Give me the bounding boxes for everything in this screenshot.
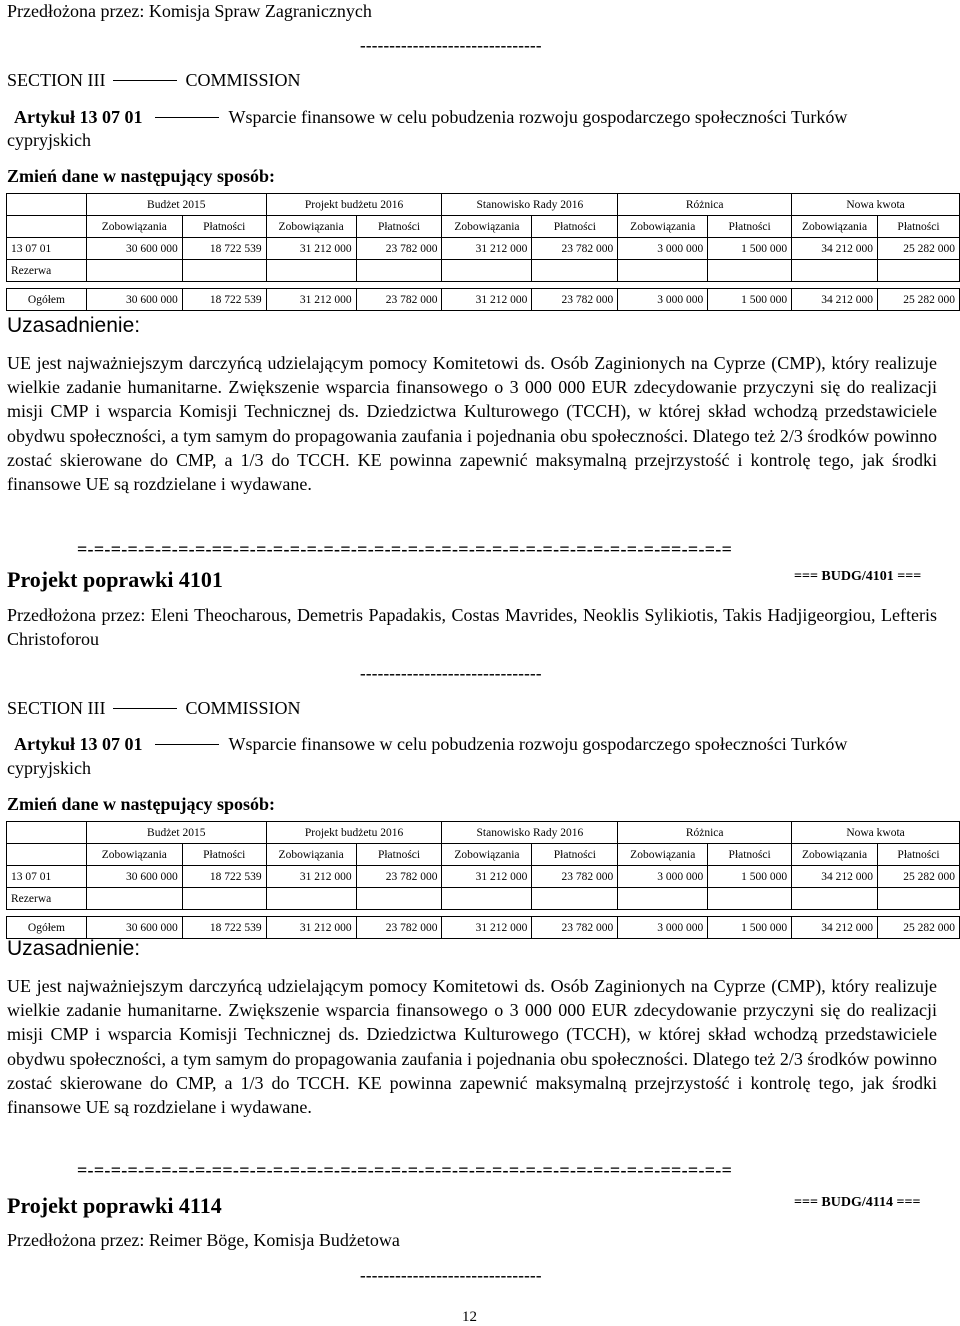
change-label: Zmień dane w następujący sposób:: [7, 166, 276, 186]
sub-header: Płatności: [708, 216, 792, 238]
sub-header: Płatności: [182, 844, 266, 866]
group-header: Budżet 2015: [86, 822, 266, 844]
table-cell: 31 212 000: [266, 238, 356, 260]
table-cell: 3 000 000: [618, 238, 708, 260]
table-cell: 25 282 000: [878, 866, 960, 888]
table-cell: 1 500 000: [708, 289, 792, 311]
submitted-by: Przedłożona przez: Komisja Spraw Zagranicznych: [7, 1, 372, 21]
row-label: Rezerwa: [7, 888, 87, 910]
table-cell: 23 782 000: [356, 917, 442, 939]
table-cell: 30 600 000: [86, 917, 182, 939]
section-heading: [7, 697, 301, 719]
em-dash: [113, 80, 177, 81]
table-cell: 1 500 000: [708, 238, 792, 260]
group-header: Stanowisko Rady 2016: [442, 822, 618, 844]
table-cell: 34 212 000: [792, 238, 878, 260]
group-header: Stanowisko Rady 2016: [442, 194, 618, 216]
sub-header: Zobowiązania: [618, 844, 708, 866]
separator-dashes: -------------------------------: [360, 36, 542, 55]
article-title: Wsparcie finansowe w celu pobudzenia rozwoju gospodarczego społeczności Turków: [228, 734, 848, 754]
table-cell: 23 782 000: [532, 917, 618, 939]
row-label: 13 07 01: [7, 238, 87, 260]
table-sub-header: [7, 216, 960, 238]
article-heading: [14, 106, 847, 128]
change-label: Zmień dane w następujący sposób:: [7, 794, 276, 814]
table-cell: 31 212 000: [442, 917, 532, 939]
em-dash: [113, 708, 177, 709]
table-cell: 23 782 000: [532, 238, 618, 260]
table-cell: 18 722 539: [182, 917, 266, 939]
sub-header: Zobowiązania: [266, 844, 356, 866]
table-cell: 23 782 000: [356, 866, 442, 888]
article-title-cont: cypryjskich: [7, 758, 91, 778]
header-blank: [7, 194, 87, 216]
amendment-title: Projekt poprawki 4114: [7, 1193, 222, 1218]
amendment-code: === BUDG/4114 ===: [794, 1195, 921, 1210]
amendment-title: Projekt poprawki 4101: [7, 567, 223, 592]
justification-text: UE jest najważniejszym darczyńcą udzielającym pomocy Komitetowi ds. Osób Zaginionych na Cyprze (CMP), który realizuje wielkie zadanie humanitarne. Zwiększenie wsparcia finansowego o 3 000 000 EUR zdecydowanie przyczyni się do realizacji misji CMP i wsparcia Komisji Technicznej ds. Dziedzictwa Kulturowego (TCCH), w której skład wchodzą przedstawiciele obydwu społeczności, a tym samym do propagowania zaufania i pojednania obu społeczności. Dlatego też 2/3 środków powinno zostać skierowane do CMP, a 1/3 do TCCH. KE powinna zapewnić maksymalną przejrzystość i kontrolę tego, jak środki finansowe UE są rozdzielane i wydawane.: [7, 353, 937, 495]
table-row-reserve: [7, 888, 960, 910]
sub-header: Zobowiązania: [442, 216, 532, 238]
sub-header: Płatności: [878, 216, 960, 238]
article-number: Artykuł 13 07 01: [14, 734, 143, 754]
separator-dashes: -------------------------------: [360, 664, 542, 683]
table-cell: 31 212 000: [442, 866, 532, 888]
sub-header: Płatności: [356, 844, 442, 866]
sub-header: Płatności: [356, 216, 442, 238]
table-cell: 3 000 000: [618, 917, 708, 939]
section-name: COMMISSION: [185, 70, 301, 90]
sub-header: Płatności: [532, 844, 618, 866]
table-cell: 34 212 000: [792, 866, 878, 888]
table-cell: 1 500 000: [708, 917, 792, 939]
justification-text: UE jest najważniejszym darczyńcą udzielającym pomocy Komitetowi ds. Osób Zaginionych na Cyprze (CMP), który realizuje wielkie zadanie humanitarne. Zwiększenie wsparcia finansowego o 3 000 000 EUR zdecydowanie przyczyni się do realizacji misji CMP i wsparcia Komisji Technicznej ds. Dziedzictwa Kulturowego (TCCH), w której skład wchodzą przedstawiciele obydwu społeczności, a tym samym do propagowania zaufania i pojednania obu społeczności. Dlatego też 2/3 środków powinno zostać skierowane do CMP, a 1/3 do TCCH. KE powinna zapewnić maksymalną przejrzystość i kontrolę tego, jak środki finansowe UE są rozdzielane i wydawane.: [7, 976, 937, 1118]
table-cell: 3 000 000: [618, 289, 708, 311]
amendment-code: === BUDG/4101 ===: [794, 569, 922, 584]
section-heading: [7, 69, 301, 91]
row-label: 13 07 01: [7, 866, 87, 888]
amendment-separator: =-=-=-=-=-=-=-=-==-=-=-=-=-=-=-=-=-=-=-=-=-=-=-=-=-=-=-=-=-=-=-=-=-=-==-=-=-=: [77, 1160, 733, 1180]
table-row-total: [7, 289, 960, 311]
table-cell: 30 600 000: [86, 238, 182, 260]
table-cell: 18 722 539: [182, 866, 266, 888]
em-dash: [155, 117, 219, 118]
group-header: Projekt budżetu 2016: [266, 194, 442, 216]
header-blank: [7, 216, 87, 238]
group-header: Budżet 2015: [86, 194, 266, 216]
table-cell: 30 600 000: [86, 289, 182, 311]
group-header: Różnica: [618, 194, 792, 216]
em-dash: [155, 744, 219, 745]
table-cell: 18 722 539: [182, 289, 266, 311]
table-cell: 3 000 000: [618, 866, 708, 888]
sub-header: Zobowiązania: [618, 216, 708, 238]
article-title: Wsparcie finansowe w celu pobudzenia rozwoju gospodarczego społeczności Turków: [228, 107, 848, 127]
sub-header: Płatności: [532, 216, 618, 238]
section-number: SECTION III: [7, 698, 106, 718]
sub-header: Zobowiązania: [792, 844, 878, 866]
submitted-by: Przedłożona przez: Eleni Theocharous, Demetris Papadakis, Costas Mavrides, Neoklis Sylikiotis, Takis Hadjigeorgiou, Lefteris Christoforou: [7, 605, 937, 650]
table-cell: 31 212 000: [442, 238, 532, 260]
budget-table: [6, 821, 960, 939]
amendment-separator: =-=-=-=-=-=-=-=-==-=-=-=-=-=-=-=-=-=-=-=-=-=-=-=-=-=-=-=-=-=-=-=-=-=-==-=-=-=: [77, 539, 733, 559]
table-row-total: [7, 917, 960, 939]
table-cell: 23 782 000: [356, 238, 442, 260]
budget-table: [6, 193, 960, 311]
separator-dashes: -------------------------------: [360, 1266, 542, 1285]
sub-header: Płatności: [878, 844, 960, 866]
section-number: SECTION III: [7, 70, 106, 90]
table-cell: 25 282 000: [878, 289, 960, 311]
header-blank: [7, 844, 87, 866]
table-cell: 18 722 539: [182, 238, 266, 260]
table-cell: 34 212 000: [792, 917, 878, 939]
table-cell: 23 782 000: [356, 289, 442, 311]
row-label: Ogółem: [7, 289, 87, 311]
group-header: Różnica: [618, 822, 792, 844]
table-row: [7, 238, 960, 260]
sub-header: Zobowiązania: [266, 216, 356, 238]
sub-header: Zobowiązania: [442, 844, 532, 866]
table-cell: 31 212 000: [266, 866, 356, 888]
article-title-cont: cypryjskich: [7, 130, 91, 150]
justification-heading: Uzasadnienie:: [7, 314, 141, 337]
table-cell: 25 282 000: [878, 917, 960, 939]
table-cell: 31 212 000: [266, 289, 356, 311]
group-header: Nowa kwota: [792, 194, 960, 216]
justification-heading: Uzasadnienie:: [7, 937, 141, 960]
sub-header: Płatności: [182, 216, 266, 238]
table-cell: 31 212 000: [442, 289, 532, 311]
row-label: Ogółem: [7, 917, 87, 939]
sub-header: Zobowiązania: [86, 216, 182, 238]
table-cell: 31 212 000: [266, 917, 356, 939]
table-cell: 23 782 000: [532, 289, 618, 311]
table-cell: 34 212 000: [792, 289, 878, 311]
sub-header: Zobowiązania: [86, 844, 182, 866]
section-name: COMMISSION: [185, 698, 301, 718]
table-row: [7, 866, 960, 888]
page-number: 12: [462, 1309, 477, 1325]
sub-header: Płatności: [708, 844, 792, 866]
article-heading: [14, 733, 847, 755]
article-number: Artykuł 13 07 01: [14, 107, 143, 127]
group-header: Projekt budżetu 2016: [266, 822, 442, 844]
submitted-by: Przedłożona przez: Reimer Böge, Komisja Budżetowa: [7, 1230, 400, 1250]
table-row-reserve: [7, 260, 960, 282]
table-cell: 23 782 000: [532, 866, 618, 888]
table-group-header: [7, 822, 960, 844]
table-group-header: [7, 194, 960, 216]
header-blank: [7, 822, 87, 844]
table-cell: 1 500 000: [708, 866, 792, 888]
group-header: Nowa kwota: [792, 822, 960, 844]
table-sub-header: [7, 844, 960, 866]
table-cell: 25 282 000: [878, 238, 960, 260]
table-cell: 30 600 000: [86, 866, 182, 888]
sub-header: Zobowiązania: [792, 216, 878, 238]
row-label: Rezerwa: [7, 260, 87, 282]
